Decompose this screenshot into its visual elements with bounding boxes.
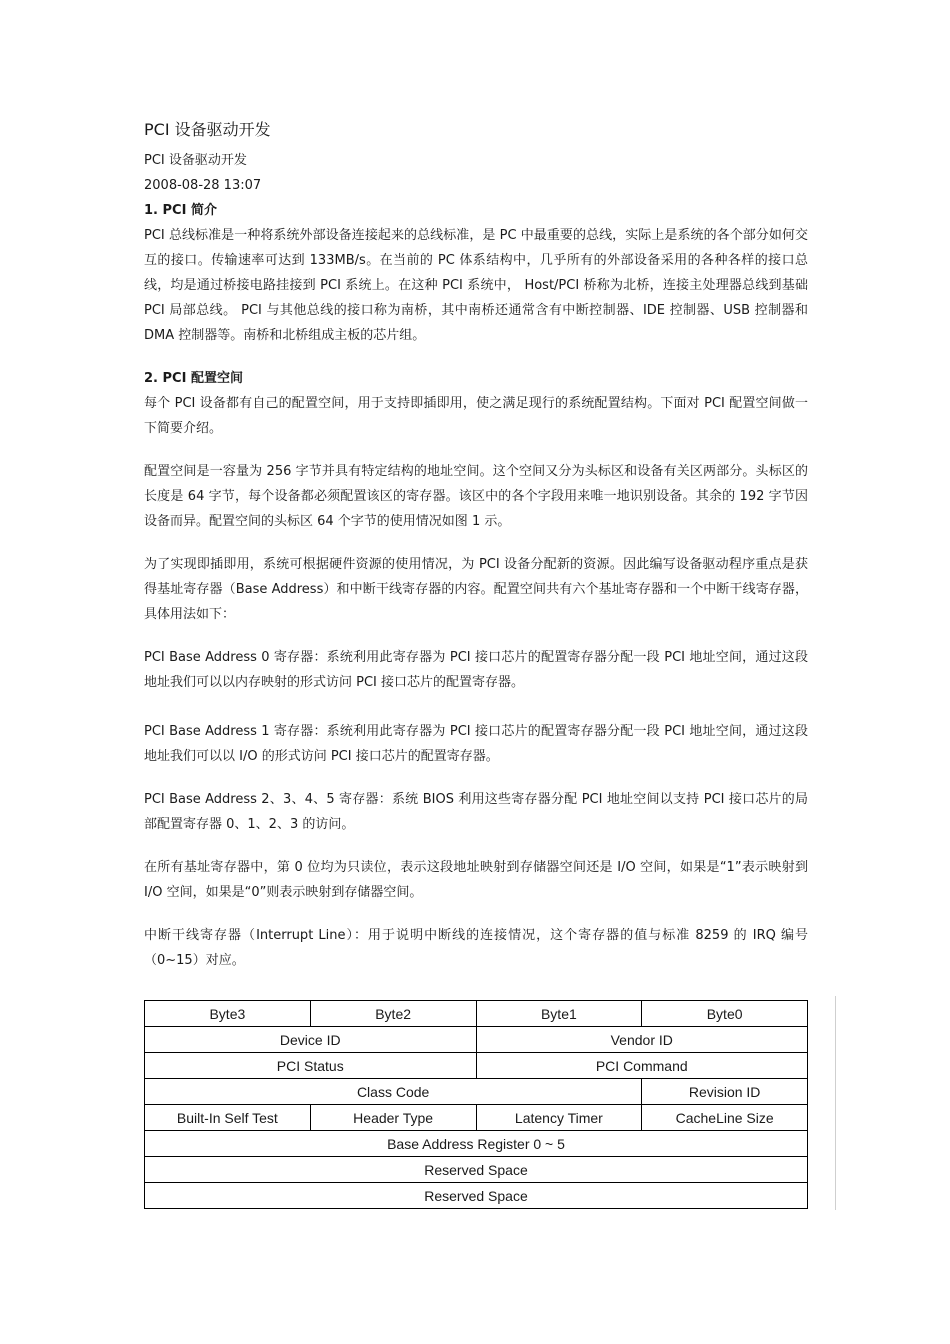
section-2-paragraph-2: 配置空间是一容量为 256 字节并具有特定结构的地址空间。这个空间又分为头标区和设备有关区两部分。头标区的长度是 64 字节，每个设备都必须配置该区的寄存器。该区中的各个字段用来唯一地识别设备。其余的 192 字节因设备而异。配置空间的头标区 64 个字节的使用情况如图 1 示。 [144,464,808,529]
cell-device-id: Device ID [145,1027,477,1053]
document-body [144,120,808,973]
table-row [145,1001,808,1027]
table-row [145,1105,808,1131]
section-2-paragraph-3: 为了实现即插即用，系统可根据硬件资源的使用情况，为 PCI 设备分配新的资源。因此编写设备驱动程序重点是获得基址寄存器（Base Address）和中断干线寄存器的内容。配置空间共有六个基址寄存器和一个中断干线寄存器，具体用法如下： [144,557,808,622]
table-row [145,1053,808,1079]
cell-header-type: Header Type [310,1105,476,1131]
config-space-table-wrapper [144,1000,808,1209]
cell-cacheline-size: CacheLine Size [642,1105,808,1131]
config-space-table [144,1000,808,1209]
cell-vendor-id: Vendor ID [476,1027,808,1053]
table-row [145,1183,808,1209]
document-title: PCI 设备驱动开发 [144,120,271,139]
cell-latency-timer: Latency Timer [476,1105,642,1131]
interrupt-line-paragraph: 中断干线寄存器（Interrupt Line）：用于说明中断线的连接情况，这个寄存器的值与标准 8259 的 IRQ 编号（0~15）对应。 [144,928,808,968]
cell-revision-id: Revision ID [642,1079,808,1105]
base-address-0-paragraph: PCI Base Address 0 寄存器：系统利用此寄存器为 PCI 接口芯片的配置寄存器分配一段 PCI 地址空间，通过这段地址我们可以以内存映射的形式访问 PCI 接口芯片的配置寄存器。 [144,650,808,690]
section-2-heading: 2. PCI 配置空间 [144,371,243,386]
table-row [145,1157,808,1183]
section-1-heading: 1. PCI 简介 [144,203,217,218]
base-address-2-5-paragraph: PCI Base Address 2、3、4、5 寄存器：系统 BIOS 利用这些寄存器分配 PCI 地址空间以支持 PCI 接口芯片的局部配置寄存器 0、1、2、3 的访问。 [144,792,808,832]
cell-base-address-register: Base Address Register 0 ~ 5 [145,1131,808,1157]
cell-class-code: Class Code [145,1079,642,1105]
page-edge-rule [835,996,836,1210]
cell-pci-status: PCI Status [145,1053,477,1079]
cell-byte2: Byte2 [310,1001,476,1027]
cell-byte0: Byte0 [642,1001,808,1027]
table-row [145,1027,808,1053]
document-subtitle: PCI 设备驱动开发 [144,153,247,168]
table-row [145,1131,808,1157]
document-datetime: 2008-08-28 13:07 [144,178,262,193]
cell-reserved-space-1: Reserved Space [145,1157,808,1183]
cell-reserved-space-2: Reserved Space [145,1183,808,1209]
section-2-paragraph-1: 每个 PCI 设备都有自己的配置空间，用于支持即插即用，使之满足现行的系统配置结构。下面对 PCI 配置空间做一下简要介绍。 [144,396,808,436]
base-address-1-paragraph: PCI Base Address 1 寄存器：系统利用此寄存器为 PCI 接口芯片的配置寄存器分配一段 PCI 地址空间，通过这段地址我们可以以 I/O 的形式访问 PCI 接口芯片的配置寄存器。 [144,724,808,764]
table-row [145,1079,808,1105]
bit0-paragraph: 在所有基址寄存器中，第 0 位均为只读位，表示这段地址映射到存储器空间还是 I/O 空间，如果是“1”表示映射到 I/O 空间，如果是“0”则表示映射到存储器空间。 [144,860,808,900]
cell-pci-command: PCI Command [476,1053,808,1079]
cell-byte3: Byte3 [145,1001,311,1027]
cell-bist: Built-In Self Test [145,1105,311,1131]
cell-byte1: Byte1 [476,1001,642,1027]
section-1-paragraph: PCI 总线标准是一种将系统外部设备连接起来的总线标准，是 PC 中最重要的总线，实际上是系统的各个部分如何交互的接口。传输速率可达到 133MB/s。在当前的 PC 体系结构中，几乎所有的外部设备采用的各种各样的接口总线，均是通过桥接电路挂接到 PCI 系统上。在这种 PCI 系统中， Host/PCI 桥称为北桥，连接主处理器总线到基础 PCI 局部总线。 PCI 与其他总线的接口称为南桥，其中南桥还通常含有中断控制器、IDE 控制器、USB 控制器和 DMA 控制器等。南桥和北桥组成主板的芯片组。 [144,228,808,343]
